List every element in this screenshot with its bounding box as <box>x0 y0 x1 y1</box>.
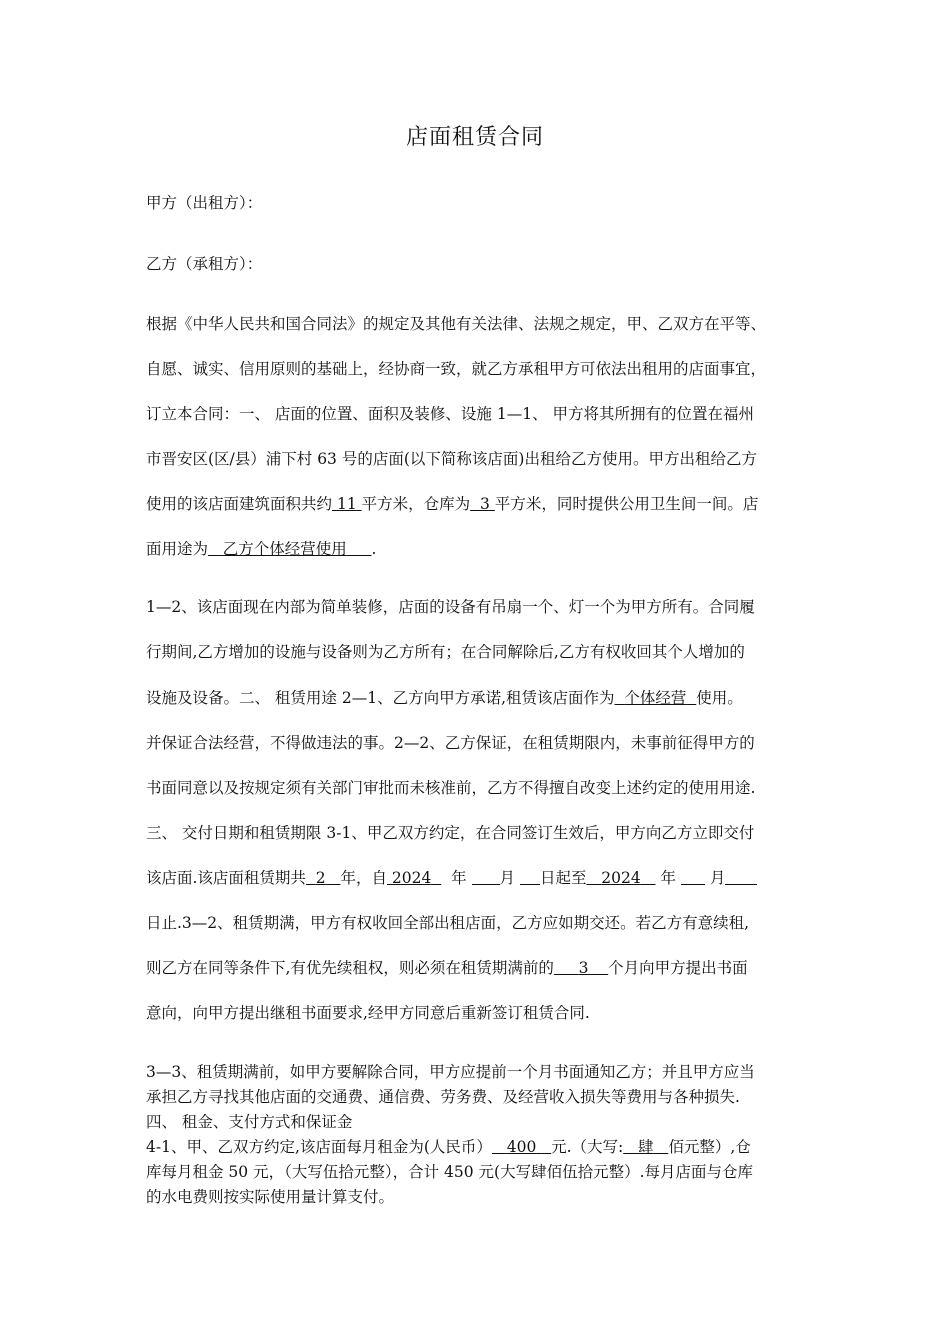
clause-line: 并保证合法经营，不得做违法的事。2—2、乙方保证，在租赁期限内，未事前征得甲方的 <box>146 734 755 752</box>
purpose-value: 个体经营 <box>624 689 687 707</box>
clause-line: 根据《中华人民共和国合同法》的规定及其他有关法律、法规之规定，甲、乙双方在平等、 <box>146 315 767 333</box>
text: 该店面.该店面租赁期共 <box>146 869 306 887</box>
notice-months-value: 3 <box>578 959 589 977</box>
clause-line: 市晋安区(区/县）浦下村 63 号的店面(以下简称该店面)出租给乙方使用。甲方出租给乙方 <box>146 450 757 468</box>
text: 4-1、甲、乙双方约定,该店面每月租金为(人民币） <box>146 1138 492 1156</box>
text: 年 <box>451 869 467 887</box>
text: 平方米，仓库为 <box>361 495 471 513</box>
text: 年 <box>660 869 676 887</box>
term-value: 2 <box>315 869 326 887</box>
text: 使用的该店面建筑面积共约 <box>146 495 333 513</box>
end-year-value: 2024 <box>601 869 641 887</box>
text: . <box>371 540 377 558</box>
text: 元.（大写: <box>551 1138 624 1156</box>
clause-line: 日止.3—2、租赁期满，甲方有权收回全部出租店面，乙方应如期交还。若乙方有意续租, <box>146 914 750 932</box>
start-year-value: 2024 <box>391 869 432 887</box>
clause-line <box>146 1137 751 1157</box>
text: 月 <box>499 869 516 887</box>
clause-line: 3—3、租赁期满前，如甲方要解除合同，甲方应提前一个月书面通知乙方；并且甲方应当 <box>146 1063 755 1081</box>
clause-line: 书面同意以及按规定须有关部门审批而未核准前，乙方不得擅自改变上述约定的使用用途. <box>146 779 756 797</box>
party-b-line: 乙方（承租方）： <box>146 255 263 273</box>
clause-line: 承担乙方寻找其他店面的交通费、通信费、劳务费、及经营收入损失等费用与各种损失. <box>146 1088 740 1106</box>
rent-value: 400 <box>506 1138 537 1156</box>
text: 则乙方在同等条件下,有优先续租权，则必须在租赁期满前的 <box>146 959 554 977</box>
clause-line <box>146 688 743 708</box>
clause-line <box>146 868 757 888</box>
clause-line <box>146 494 758 514</box>
text: 日起至 <box>539 869 587 887</box>
clause-line: 行期间,乙方增加的设施与设备则为乙方所有；在合同解除后,乙方有权收回其个人增加的 <box>146 643 745 661</box>
text: 设施及设备。二、 租赁用途 2—1、乙方向甲方承诺,租赁该店面作为 <box>146 689 615 707</box>
text: 使用。 <box>696 689 743 707</box>
clause-line: 三、 交付日期和租赁期限 3-1、甲乙双方约定，在合同签订生效后，甲方向乙方立即交付 <box>146 824 755 842</box>
rent-upper-value: 肆 <box>638 1138 654 1156</box>
party-a-line: 甲方（出租方）： <box>146 194 263 212</box>
use-value: 乙方个体经营使用 <box>222 540 347 558</box>
text: 面用途为 <box>146 540 209 558</box>
clause-line <box>146 958 748 978</box>
clause-line: 订立本合同：一、 店面的位置、面积及装修、设施 1—1、 甲方将其所拥有的位置在福州 <box>146 405 755 423</box>
end-month-blank <box>681 868 705 885</box>
clause-line: 自愿、诚实、信用原则的基础上，经协商一致，就乙方承租甲方可依法出租用的店面事宜， <box>146 360 767 378</box>
end-day-blank <box>725 868 757 885</box>
text: 佰元整）,仓 <box>668 1138 751 1156</box>
clause-line: 1—2、该店面现在内部为简单装修，店面的设备有吊扇一个、灯一个为甲方所有。合同履 <box>146 598 755 616</box>
clause-line <box>146 539 376 559</box>
clause-line: 意向，向甲方提出继租书面要求,经甲方同意后重新签订租赁合同. <box>146 1004 590 1022</box>
section-heading: 四、 租金、支付方式和保证金 <box>146 1113 353 1131</box>
start-month-blank <box>472 868 500 885</box>
start-day-blank <box>520 868 540 885</box>
document-title: 店面租赁合同 <box>405 125 544 150</box>
text: 个月向甲方提出书面 <box>608 959 748 977</box>
warehouse-area-value: 3 <box>480 495 490 513</box>
text: 月 <box>709 869 726 887</box>
area-value: 11 <box>336 495 357 513</box>
clause-line: 的水电费则按实际使用量计算支付。 <box>146 1188 395 1206</box>
text: 平方米，同时提供公用卫生间一间。店 <box>494 495 759 513</box>
text: 年，自 <box>340 869 387 887</box>
clause-line: 库每月租金 50 元，（大写伍拾元整），合计 450 元(大写肆佰伍拾元整）.每月店面与仓库 <box>146 1163 753 1181</box>
